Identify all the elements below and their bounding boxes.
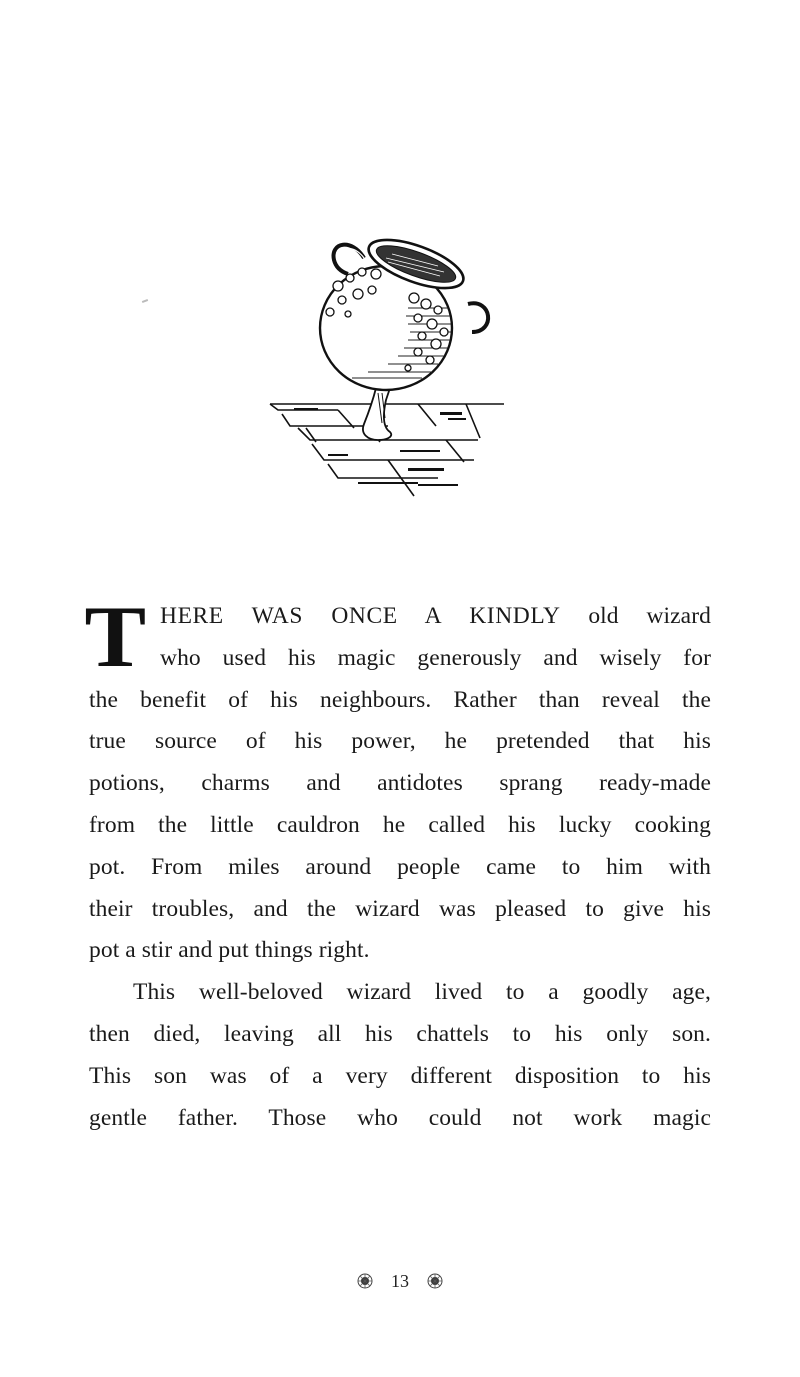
text-line: This well-beloved wizard lived to a goodly age, <box>133 979 711 1006</box>
text-line: who used his magic generously and wisely for <box>160 644 711 671</box>
story-text <box>84 589 711 1139</box>
text-line: pot a stir and put things right. <box>89 937 370 964</box>
flower-ornament-icon <box>427 1273 443 1289</box>
stray-ink-mark <box>142 299 148 303</box>
text-line: their troubles, and the wizard was pleased to give his <box>89 895 711 922</box>
flower-ornament-icon <box>357 1273 373 1289</box>
text-line: the benefit of his neighbours. Rather than reveal the <box>89 686 711 713</box>
opening-caps: HERE WAS ONCE A KINDLY <box>160 603 561 629</box>
text-line: gentle father. Those who could not work magic <box>89 1104 711 1131</box>
page-footer <box>0 1270 800 1292</box>
text-line <box>89 596 711 638</box>
text-line: from the little cauldron he called his lucky cooking <box>89 811 711 838</box>
text-line: This son was of a very different disposition to his <box>89 1062 711 1089</box>
drop-cap: T <box>84 589 147 686</box>
text-line: then died, leaving all his chattels to his only son. <box>89 1020 711 1047</box>
text-line: potions, charms and antidotes sprang ready-made <box>89 770 711 797</box>
text-line: true source of his power, he pretended that his <box>89 728 711 755</box>
text-line: pot. From miles around people came to him with <box>89 853 711 880</box>
cauldron-illustration <box>268 228 508 513</box>
page-number: 13 <box>391 1270 409 1291</box>
line-text: old wizard <box>560 603 711 629</box>
